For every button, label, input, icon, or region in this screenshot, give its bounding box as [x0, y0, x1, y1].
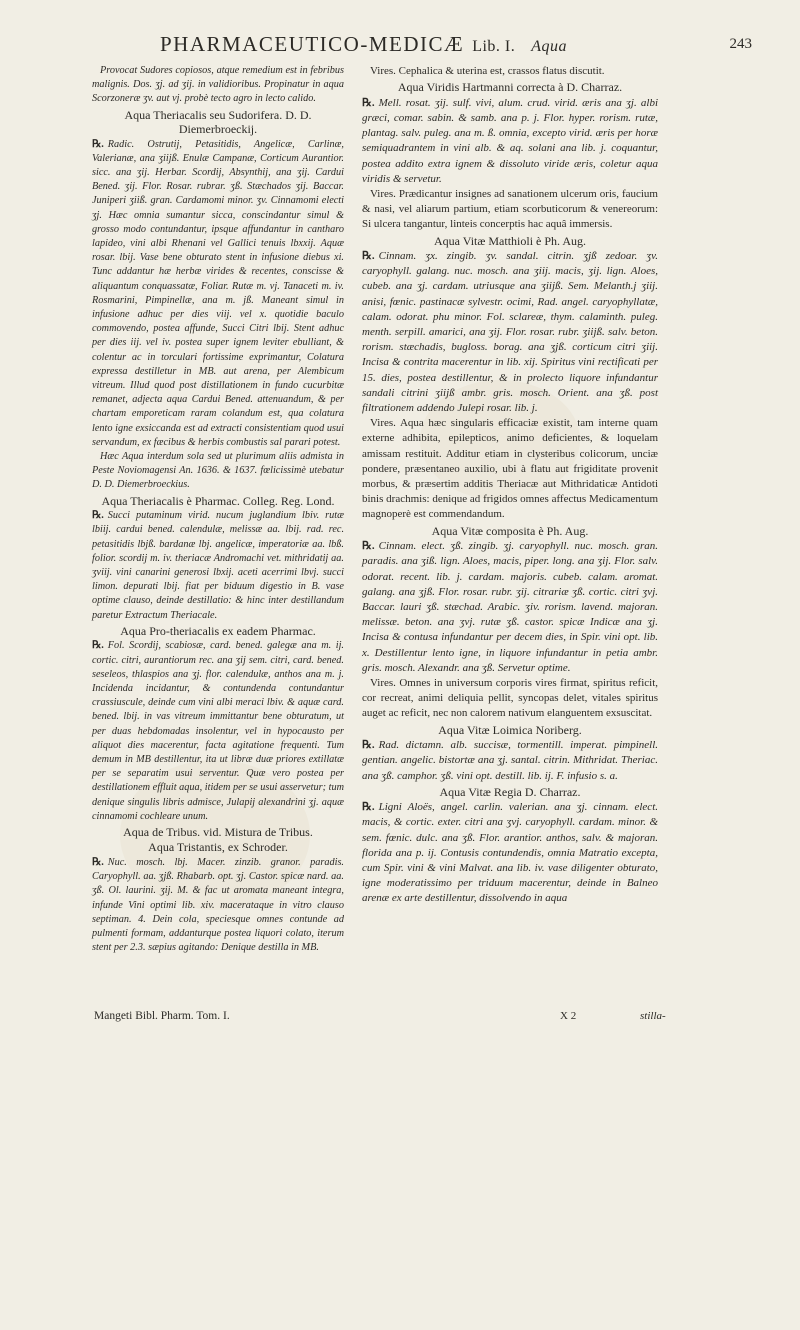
recipe-symbol-icon: ℞.: [362, 96, 375, 109]
paragraph-text: Aqua de Tribus. vid. Mistura de Tribus.: [123, 824, 313, 839]
recipe-paragraph: [92, 639, 344, 824]
recipe-paragraph: [362, 96, 658, 187]
text-paragraph: [92, 450, 344, 493]
paragraph-text: Rad. dictamn. alb. succisæ, tormentill. imperat. pimpinell. gentian. angelic. bistortæ ana ʒj. santal. citrin. Mithridat. Theriac. ana ʒß. camphor. ʒß. vini opt. destill. lib. ij. F. infusio s. a.: [362, 739, 658, 782]
recipe-heading: [362, 723, 658, 738]
paragraph-text: Ligni Aloës, angel. carlin. valerian. ana ʒj. cinnam. elect. macis, & cortic. exter. citri ana ʒvj. caryophyll. cardam. minor. & sem. fœnic. dulc. ana ʒß. Flor. arantior. anthos, salv. & majoran. florida ana p. ij. Contusis contundendis, omnia Matratio excepta, cum Spir. vini & vini Malvat. ana lib. iv. vase diligenter obturato, igne moderatissimo per triduum macerentur, deinde in Balneo arenæ ex arte destillentur, dissolvendo in aqua: [362, 801, 658, 905]
recipe-heading: [362, 524, 658, 539]
recipe-symbol-icon: ℞.: [92, 856, 104, 868]
recipe-heading: [92, 825, 344, 840]
recipe-paragraph: [362, 249, 658, 416]
recipe-symbol-icon: ℞.: [92, 138, 104, 150]
paragraph-text: Cinnam. ʒx. zingib. ʒv. sandal. citrin. ʒjß zedoar. ʒv. caryophyll. galang. nuc. mosch. ana ʒiij. macis, ʒij. lign. Aloes, cubeb. ana ʒj. cardam. utriusque ana ʒiijß. Sem. Melanth.j ʒiij. anisi, fœnic. pastinacæ sylvestr. ocimi, Rad. angel. caryophyllatæ, calam. odorat. phu minor. Fol. sclareæ, thym. calaminth. puleg. menth. serpill. amarici, ana ʒij. Flor. rosar. rubr. ʒiijß. salv. beton. rorism. stæchadis, bugloss. borag. ana ʒjß. corticum citri ʒiij. Incisa & contrita macerentur in lib. xij. Spiritus vini rectificati per 15. dies, postea destillentur, & in prolecto liquore infundantur sandali citrini ʒiijß ambr. gris. mosch. Orient. ana ʒß. post filtrationem addendo Julepi rosar. lib. j.: [362, 250, 658, 415]
left-text-column: [92, 64, 344, 955]
paragraph-text: Vires. Aqua hæc singularis efficaciæ existit, tam interne quam externe adhibita, epilepticos, animo deficientes, & loquelam amissam restituit. Additur etiam in clysteribus colicorum, unciæ pondere, præsentaneo auxilio, ubi à flatu aut frigiditate provenit morbus, & præsertim additis Theriacæ aut Mithridaticæ Antidoti binis drachmis: denique ad frigidos omnes affectus Medicamentum magnoperè est commendandum.: [362, 417, 658, 521]
recipe-symbol-icon: ℞.: [362, 250, 375, 263]
recipe-heading: [92, 840, 344, 855]
recipe-symbol-icon: ℞.: [92, 640, 104, 652]
paragraph-text: Aqua Vitæ composita è Ph. Aug.: [431, 523, 589, 538]
recipe-symbol-icon: ℞.: [362, 739, 375, 752]
text-paragraph: [362, 416, 658, 522]
footer-imprint: Mangeti Bibl. Pharm. Tom. I.: [94, 1010, 230, 1022]
text-paragraph: [92, 64, 344, 107]
recipe-paragraph: [362, 800, 658, 906]
text-paragraph: [362, 64, 658, 79]
recipe-heading: [92, 108, 344, 137]
recipe-paragraph: [92, 138, 344, 450]
recipe-paragraph: [92, 509, 344, 623]
page-footer: [94, 1010, 230, 1022]
paragraph-text: Provocat Sudores copiosos, atque remedium est in febribus malignis. Dos. ʒj. ad ʒij. in validioribus. Propinatur in aqua Scorzoneræ ʒv. aut vj. probè tecto agro in lecto calido.: [92, 65, 344, 105]
paragraph-text: Mell. rosat. ʒij. sulf. vivi, alum. crud. virid. æris ana ʒj. albi græci, comar. sabin. & samb. ana p. j. Flor. hyper. rorism. rutæ, plantag. salv. puleg. ana m. ß. omnia, excepto virid. æris per horæ semiquadrantem in vini alb. & aq. solani ana lib. j. coquantur, postea addito extra ignem & dissoluto viride æris, coletur aqua viridis & servetur.: [362, 96, 658, 185]
recipe-heading: [362, 234, 658, 249]
recipe-paragraph: [362, 539, 658, 676]
page-number: 243: [729, 36, 752, 52]
recipe-heading: [92, 494, 344, 509]
running-title-line: [160, 32, 567, 57]
recipe-heading: [92, 624, 344, 639]
recipe-paragraph: [92, 856, 344, 955]
paragraph-text: Cinnam. elect. ʒß. zingib. ʒj. caryophyll. nuc. mosch. gran. paradis. ana ʒiß. lign. Aloes, macis, piper. long. ana ʒij. Flor. salv. odorat. recent. lib. j. cardam. majoris. cubeb. calam. aromat. galang. ana ʒjß. Flor. rosar. rubr. ʒij. citrariæ ʒß. cortic. citri ʒvj. Baccar. lauri ʒß. stæchad. Arabic. ʒiv. rorism. lavend. majoran. melissæ. beton. ana ʒvj. rutæ ʒß. castor. spicæ Indicæ ana ʒj. Incisa & contusa infundantur per decem dies, in Spir. vini opt. lib. x. Destillentur lento igne, in liquore infundantur in petia ambr. gris. mosch. Alexandr. ana ʒß. Servetur optime.: [362, 540, 658, 674]
text-paragraph: [362, 187, 658, 233]
running-header: [0, 26, 800, 60]
book-number: Lib. I.: [472, 38, 516, 55]
paragraph-text: Aqua Tristantis, ex Schroder.: [148, 840, 288, 855]
paragraph-text: Succi putaminum virid. nucum juglandium lbiv. rutæ lbiij. cardui bened. calendulæ, melissæ aa. lbij. rad. rec. petasitidis lbjß. bardanæ lbj. angelicæ, imperatoriæ aa. lbß. folior. scordij m. iv. theriacæ Andromachi vet. mithridatij aa. ʒviij. vini canarini generosi lbxij. aceti acerrimi lbvj. succi limon. depurati lbij. fiat per biduum digestio in B. vase optime clauso, deinde destillatio: & hinc inter destillandum paretur Extractum Theriacale.: [92, 510, 344, 621]
paragraph-text: Aqua Theriacalis è Pharmac. Colleg. Reg. Lond.: [101, 493, 335, 508]
paragraph-text: Aqua Vitæ Matthioli è Ph. Aug.: [433, 233, 587, 248]
recipe-symbol-icon: ℞.: [362, 540, 375, 553]
section-word: Aqua: [531, 38, 568, 55]
paragraph-text: Aqua Viridis Hartmanni correcta à D. Charraz.: [397, 80, 623, 95]
paragraph-text: Aqua Vitæ Regia D. Charraz.: [439, 784, 581, 799]
paragraph-text: Vires. Omnes in universum corporis vires firmat, spiritus reficit, cor recreat, animi deliquia pellit, syncopas delet, vitales spiritus auget ac reficit, nec non calorem nativum elanguentem exsuscitat.: [362, 677, 658, 720]
text-paragraph: [362, 676, 658, 722]
recipe-heading: [362, 80, 658, 95]
paragraph-text: Vires. Prædicantur insignes ad sanationem ulcerum oris, faucium & nasi, vel aliarum partium, etiam scorbuticorum & venereorum: Si ulcera tangantur, linteis concerptis hac aquâ immersis.: [362, 187, 658, 231]
recipe-paragraph: [362, 738, 658, 784]
paragraph-text: Aqua Theriacalis seu Sudorifera. D. D. Diemerbroeckij.: [124, 107, 312, 137]
signature-mark: X 2: [560, 1010, 577, 1022]
paragraph-text: Aqua Vitæ Loimica Noriberg.: [438, 722, 582, 737]
paragraph-text: Aqua Pro-theriacalis ex eadem Pharmac.: [120, 623, 316, 638]
paragraph-text: Hæc Aqua interdum sola sed ut plurimum aliis admista in Peste Noviomagensi An. 1636. & 1637. fœlicissimè utebatur D. D. Diemerbroeckius.: [92, 451, 344, 491]
catchword: stilla-: [640, 1010, 666, 1022]
recipe-symbol-icon: ℞.: [92, 510, 104, 522]
paragraph-text: Nuc. mosch. lbj. Macer. zinzib. granor. paradis. Caryophyll. aa. ʒjß. Rhabarb. opt. ʒj. Castor. spicæ nard. aa. ʒß. Ol. laurini. ʒij. M. & fac ut aromata maneant integra, infunde Vini optimi lib. xiv. macerataque in vitro clauso septiman. 4. Dein cola, speciesque omnes contunde ad pulmenti formam, addanturque postea liquori colato, iterum stent per 2.3. sæpius agitando: Denique destilla in MB.: [92, 856, 344, 954]
paragraph-text: Fol. Scordij, scabiosæ, card. bened. galegæ ana m. ij. cortic. citri, aurantiorum rec. ana ʒij sem. citri, card. bened. seseleos, thlaspios ana ʒj. flor. calendulæ, anthos ana m. j. Incidenda incidantur, & contundenda contundantur crassiuscule, deinde cum vini albi meraci lbiv. & aquæ card. bened. lbij. in vas vitreum immittantur bene obturatum, ut per duas hebdomadas insolentur, vel in hypocausto per aliquot dies macerentur, facta agitatione frequenti. Tum demum in MB destillentur, ita ut libræ duæ priores extillatæ per se separatim usui serventur. Quæ vero postea per destillationem effluit aqua, itidem per se usui asservetur; tum denique singulis libris admisce, Julapij alexandrini ʒj. aquæ cinnamomi cochleare unum.: [92, 640, 344, 822]
running-title: PHARMACEUTICO-MEDICÆ: [160, 32, 465, 56]
right-text-column: [362, 64, 658, 907]
paragraph-text: Radic. Ostrutij, Petasitidis, Angelicæ, Carlinæ, Valerianæ, ana ʒiijß. Enulæ Campanæ, Corticum Aurantior. sicc. ana ʒij. Herbar. Scordij, Absynthij, ana ʒij. Cardui Bened. ʒij. Flor. Rosar. rubrar. ʒß. Stæchados ʒij. Baccar. Juniperi ʒiiß. gran. Cardamomi minor. ʒv. Cinnamomi electi ʒj. Hæc omnia sumantur sicca, conscindantur simul & grosso modo contundantur, ipsque affundantur in cantharo lapideo, vini albi Rhenani vel Gallici tenuis lbxxij. Aquæ rosar. lbij. Vase bene obturato stent in infusione diebus xi. Tunc addantur hæ herbæ virides & recentes, conscisse & aliquantum conquassatæ, Foliar. Rutæ m. vj. Tanaceti m. iv. Rosmarini, Pimpinellæ, ana m. jß. Maneant simul in infusione adhuc per dies viij. vel x. quotidie baculo commovendo, postea affunde, Succi Citri lbij. Stent adhuc per dies iij. vel iv. postea super ignem leviter ebulliant, & colentur ac in torculari fortissime exprimantur, Colatura expressa destilletur in MB. aut arena, per Alembicum vitreum. Illud quod post distillationem in fundo cucurbitæ remanet, adjecta aqua Cardui Bened. attenuandum, & per chartam emporeticam raram colandum est, qua colatura lento igne exsiccanda est ad extracti consistentiam quod usui servandum, ex fæcibus & herbis combustis sal parari potest.: [92, 138, 344, 448]
paragraph-text: Vires. Cephalica & uterina est, crassos flatus discutit.: [370, 65, 605, 77]
recipe-heading: [362, 785, 658, 800]
recipe-symbol-icon: ℞.: [362, 801, 375, 814]
